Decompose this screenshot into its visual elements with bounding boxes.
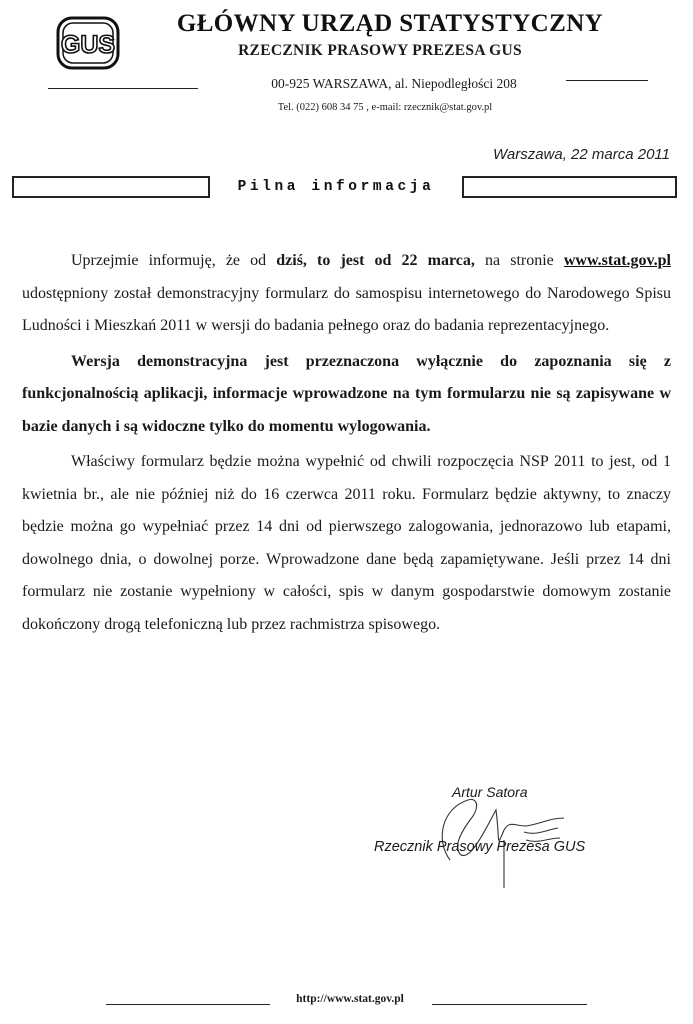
- paragraph-1-bold: dziś, to jest od 22 marca,: [276, 252, 475, 269]
- website-link[interactable]: www.stat.gov.pl: [563, 252, 671, 269]
- divider-right: [566, 80, 648, 81]
- organization-name: GŁÓWNY URZĄD STATYSTYCZNY: [176, 10, 604, 37]
- divider-left: [48, 88, 198, 89]
- organization-subtitle: RZECZNIK PRASOWY PREZESA GUS: [238, 42, 522, 59]
- footer-divider-right: [432, 1004, 587, 1005]
- paragraph-3: Właściwy formularz będzie można wypełnić od chwili rozpoczęcia NSP 2011 to jest, od 1 kwietnia br., ale nie później niż do 16 czerwca 2011 roku. Formularz będzie aktywny, to znaczy będzie można go wypełniać przez 14 dni od pierwszego zalogowania, jednorazowo lub etapami, dowolnego dnia, o dowolnej porze. Wprowadzone dane będą zapamiętywane. Jeśli przez 14 dni formularz nie zostanie wypełniony w całości, spis w danym gospodarstwie domowym zostanie dokończony drogą telefoniczną lub przez rachmistrza spisowego.: [22, 453, 671, 633]
- paragraph-1-text-b: na stronie: [474, 252, 564, 269]
- contact-info: Tel. (022) 608 34 75 , e-mail: rzecznik@stat.gov.pl: [277, 102, 493, 113]
- signatory-name: Artur Satora: [452, 784, 528, 800]
- logo-text: GUS: [60, 31, 116, 59]
- gus-logo: [56, 16, 120, 70]
- footer-url[interactable]: http://www.stat.gov.pl: [296, 993, 404, 1005]
- address: 00-925 WARSZAWA, al. Niepodległości 208: [271, 76, 517, 91]
- paragraph-2-bold: Wersja demonstracyjna jest przeznaczona wyłącznie do zapoznania się z funkcjonalnością aplikacji, informacje wprowadzone na tym formularzu nie są zapisywane w bazie danych i są widoczne tylko do momentu wylogowania.: [22, 352, 671, 435]
- letter-body: [22, 245, 671, 644]
- paragraph-1-text-a: Uprzejmie informuję, że od: [71, 252, 277, 269]
- footer-divider-left: [106, 1004, 270, 1005]
- paragraph-2: [22, 346, 671, 444]
- letter-date: Warszawa, 22 marca 2011: [492, 146, 670, 163]
- paragraph-1: [22, 245, 671, 343]
- signatory-role: Rzecznik Prasowy Prezesa GUS: [374, 839, 586, 855]
- paragraph-1-text-c: udostępniony został demonstracyjny formularz do samospisu internetowego do Narodowego Spisu Ludności i Mieszkań 2011 w wersji do badania pełnego oraz do badania reprezentacyjnego.: [22, 284, 671, 334]
- heading-title: Pilna informacja: [208, 176, 464, 198]
